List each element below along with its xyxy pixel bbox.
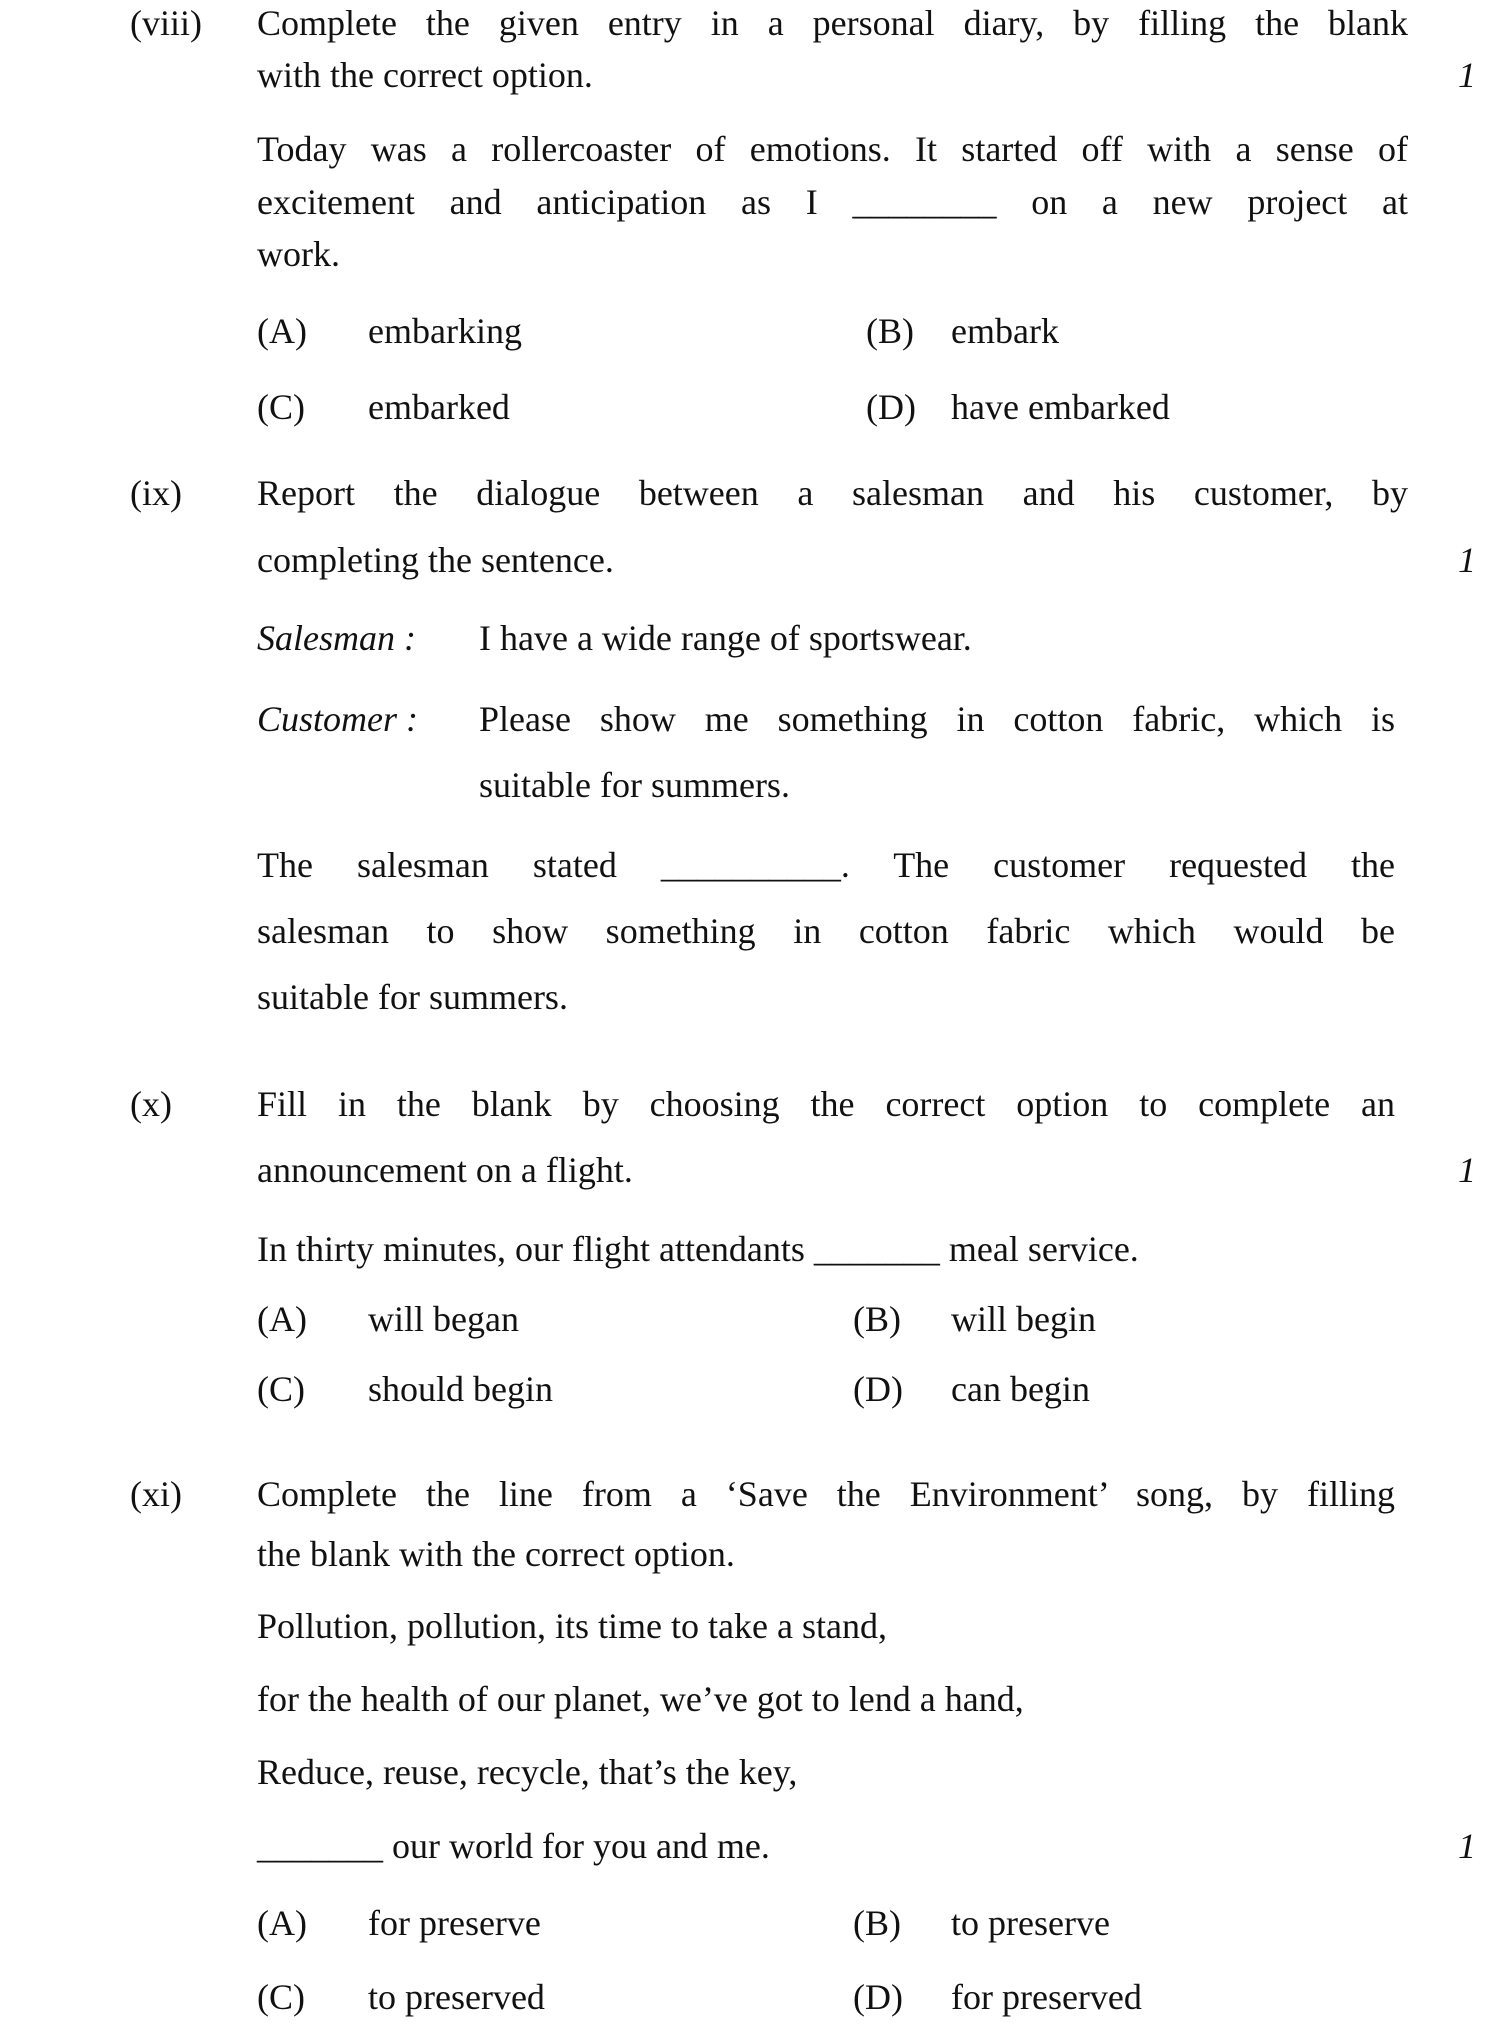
speaker-label: Customer : — [257, 699, 418, 739]
question-prompt: Report the dialogue between a salesman and his customer, by — [257, 473, 1408, 513]
passage-line: Today was a rollercoaster of emotions. It started off with a sense of — [257, 129, 1408, 169]
question-prompt: Complete the line from a ‘Save the Environment’ song, by filling — [257, 1474, 1395, 1514]
option-label: (A) — [257, 311, 307, 351]
passage-line: work. — [257, 234, 340, 274]
speaker-label: Salesman : — [257, 618, 416, 658]
option-text[interactable]: embarked — [368, 387, 510, 427]
option-text[interactable]: to preserved — [368, 1977, 545, 2017]
marks: 1 — [1458, 1150, 1476, 1190]
passage-line: suitable for summers. — [257, 977, 568, 1017]
passage-line: The salesman stated __________. The customer requested the — [257, 845, 1395, 885]
marks: 1 — [1458, 540, 1476, 580]
option-label: (B) — [853, 1903, 901, 1943]
option-text[interactable]: embark — [951, 311, 1059, 351]
question-prompt: completing the sentence. — [257, 540, 614, 580]
option-label: (D) — [853, 1369, 903, 1409]
option-text[interactable]: for preserved — [951, 1977, 1142, 2017]
option-text[interactable]: will began — [368, 1299, 519, 1339]
option-text[interactable]: will begin — [951, 1299, 1096, 1339]
question-number: (ix) — [130, 473, 182, 513]
question-number: (xi) — [130, 1474, 182, 1514]
option-text[interactable]: to preserve — [951, 1903, 1110, 1943]
question-prompt: the blank with the correct option. — [257, 1534, 735, 1574]
option-label: (B) — [866, 311, 914, 351]
question-prompt: announcement on a flight. — [257, 1150, 633, 1190]
option-text[interactable]: can begin — [951, 1369, 1090, 1409]
question-prompt: Complete the given entry in a personal diary, by filling the blank — [257, 3, 1408, 43]
dialogue-line: I have a wide range of sportswear. — [479, 618, 972, 658]
option-text[interactable]: for preserve — [368, 1903, 541, 1943]
option-label: (C) — [257, 1369, 305, 1409]
option-label: (C) — [257, 387, 305, 427]
question-number: (viii) — [130, 3, 202, 43]
dialogue-line: suitable for summers. — [479, 765, 790, 805]
marks: 1 — [1458, 55, 1476, 95]
option-text[interactable]: embarking — [368, 311, 522, 351]
question-number: (x) — [130, 1084, 172, 1124]
song-line: for the health of our planet, we’ve got to lend a hand, — [257, 1679, 1024, 1719]
option-text[interactable]: have embarked — [951, 387, 1170, 427]
song-line: _______ our world for you and me. — [257, 1826, 770, 1866]
passage-line: In thirty minutes, our flight attendants _______ meal service. — [257, 1229, 1139, 1269]
passage-line: excitement and anticipation as I ________ on a new project at — [257, 182, 1408, 222]
option-label: (B) — [853, 1299, 901, 1339]
option-label: (D) — [866, 387, 916, 427]
question-prompt: with the correct option. — [257, 55, 593, 95]
option-label: (A) — [257, 1903, 307, 1943]
question-prompt: Fill in the blank by choosing the correct option to complete an — [257, 1084, 1395, 1124]
song-line: Pollution, pollution, its time to take a stand, — [257, 1606, 887, 1646]
marks: 1 — [1458, 1826, 1476, 1866]
passage-line: salesman to show something in cotton fabric which would be — [257, 911, 1395, 951]
option-text[interactable]: should begin — [368, 1369, 553, 1409]
option-label: (A) — [257, 1299, 307, 1339]
option-label: (D) — [853, 1977, 903, 2017]
song-line: Reduce, reuse, recycle, that’s the key, — [257, 1752, 798, 1792]
dialogue-line: Please show me something in cotton fabric, which is — [479, 699, 1395, 739]
option-label: (C) — [257, 1977, 305, 2017]
